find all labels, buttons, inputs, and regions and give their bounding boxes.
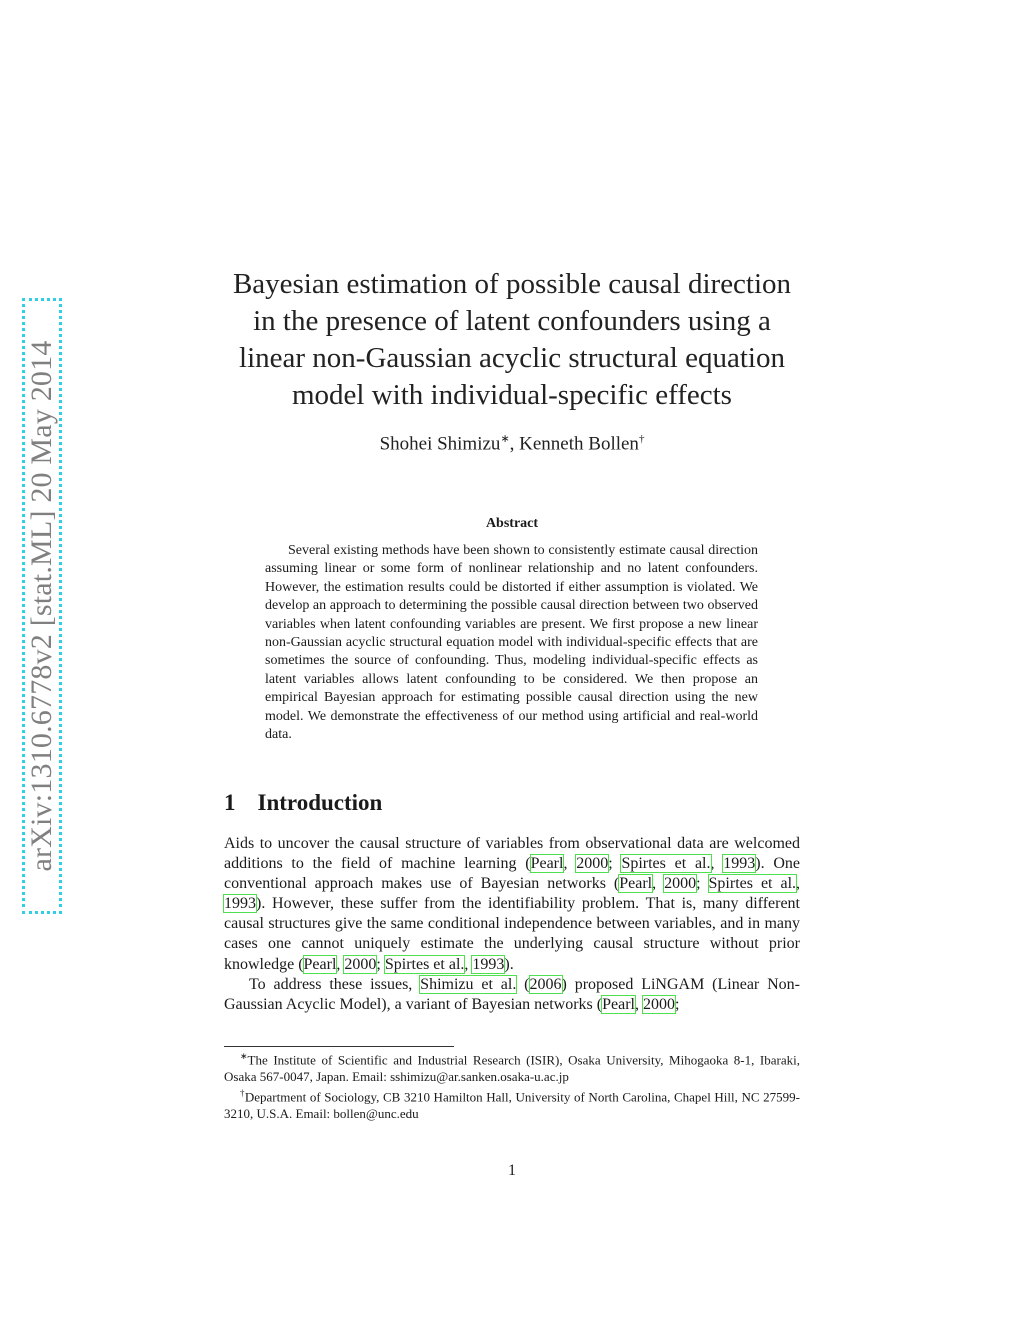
footnote (224, 1085, 800, 1122)
citation-link[interactable]: 2000 (344, 955, 377, 973)
section-title: Introduction (257, 790, 383, 815)
title-line: model with individual-specific effects (292, 379, 732, 411)
author-name: Shohei Shimizu (379, 433, 501, 455)
text-run: ; (376, 955, 385, 973)
abstract-heading: Abstract (485, 516, 539, 531)
footnote-text: The Institute of Scientific and Industrial Research (ISIR), Osaka University, Mihogaoka 8-1, Ibaraki, Osaka 567-0047, Japan. Email: sshimizu@ar.sanken.osaka-u.ac.jp (224, 1052, 800, 1084)
introduction-body (224, 834, 800, 1015)
abstract-text: Several existing methods have been shown to consistently estimate causal direction assuming linear or some form of nonlinear relationship and no latent confounders. However, the estimation results could be distorted if either assumption is violated. We develop an approach to determining the possible causal direction between two observed variables when latent confounding variables are present. We first propose a new linear non-Gaussian acyclic structural equation model with individual-specific effects that are sometimes the source of confounding. Thus, modeling individual-specific effects as latent variables allows latent confounding to be considered. We then propose an empirical Bayesian approach for estimating possible causal direction using the new model. We demonstrate the effectiveness of our method using artificial and real-world data. (265, 543, 758, 743)
section-heading (224, 790, 382, 816)
text-run: ). However, these suffer from the identifiability problem. That is, many different causal structures give the same conditional independence between variables, and in many cases one cannot uniquely estimate the underlying causal structure without prior knowledge ( (224, 895, 800, 973)
text-run: ) proposed LiNGAM (Linear Non-Gaussian Acyclic Model), a variant of Bayesian networks ( (224, 975, 800, 1013)
author-separator: , (509, 433, 520, 455)
text-run: ). One conventional approach makes use of Bayesian networks ( (224, 855, 801, 893)
citation-link[interactable]: Pearl (602, 995, 635, 1013)
text-run: ; (674, 995, 680, 1013)
footnote (224, 1048, 800, 1085)
citation-link[interactable]: Spirtes et al. (384, 955, 465, 973)
citation-link[interactable]: 2006 (529, 975, 562, 993)
citation-link[interactable]: 2000 (664, 875, 697, 893)
text-run: ( (516, 975, 530, 993)
paragraph (224, 975, 800, 1015)
text-run: ). (504, 955, 514, 973)
page-number: 1 (508, 1162, 516, 1179)
footnote-mark[interactable]: ∗ (500, 433, 510, 445)
text-run: , (464, 955, 473, 973)
footnotes (224, 1048, 800, 1123)
title-line: in the presence of latent confounders using a (253, 305, 771, 337)
paper-title (200, 266, 824, 414)
text-run: , (710, 855, 724, 873)
text-run: , (336, 955, 345, 973)
author-list (200, 432, 824, 455)
text-run: , (634, 995, 643, 1013)
footnote-mark: † (240, 1088, 245, 1099)
title-line: linear non-Gaussian acyclic structural equation (239, 342, 785, 374)
arxiv-identifier-link[interactable]: arXiv:1310.6778v2 [stat.ML] 20 May 2014 (22, 298, 62, 914)
citation-link[interactable]: Shimizu et al. (420, 975, 517, 993)
arxiv-sidebar (18, 296, 66, 916)
citation-link[interactable]: 1993 (472, 955, 505, 973)
title-line: Bayesian estimation of possible causal direction (232, 268, 792, 300)
citation-link[interactable]: 2000 (576, 855, 609, 873)
citation-link[interactable]: Pearl (530, 855, 564, 873)
citation-link[interactable]: Pearl (619, 875, 653, 893)
citation-link[interactable]: Spirtes et al. (708, 875, 797, 893)
text-run: , (652, 875, 665, 893)
text-run: ; (696, 875, 709, 893)
section-number: 1 (224, 790, 236, 815)
citation-link[interactable]: 1993 (224, 895, 256, 913)
citation-link[interactable]: 2000 (642, 995, 675, 1013)
text-run: Aids to uncover the causal structure of variables from observational data are welcomed additions to the field of machine learning ( (224, 835, 800, 873)
text-run: ; (608, 855, 622, 873)
paragraph (224, 834, 800, 975)
text-run: , (563, 855, 577, 873)
footnote-mark: ∗ (240, 1051, 248, 1061)
text-run: To address these issues, (249, 975, 421, 993)
citation-link[interactable]: Pearl (303, 955, 337, 973)
footnote-rule (224, 1046, 454, 1047)
citation-link[interactable]: Spirtes et al. (621, 855, 711, 873)
footnote-text: Department of Sociology, CB 3210 Hamilton Hall, University of North Carolina, Chapel Hill, NC 27599-3210, U.S.A. Email: bollen@unc.edu (224, 1089, 801, 1122)
author-name: Kenneth Bollen (519, 433, 639, 455)
text-run: , (796, 875, 801, 893)
footnote-mark[interactable]: † (638, 433, 645, 445)
citation-link[interactable]: 1993 (723, 855, 756, 873)
